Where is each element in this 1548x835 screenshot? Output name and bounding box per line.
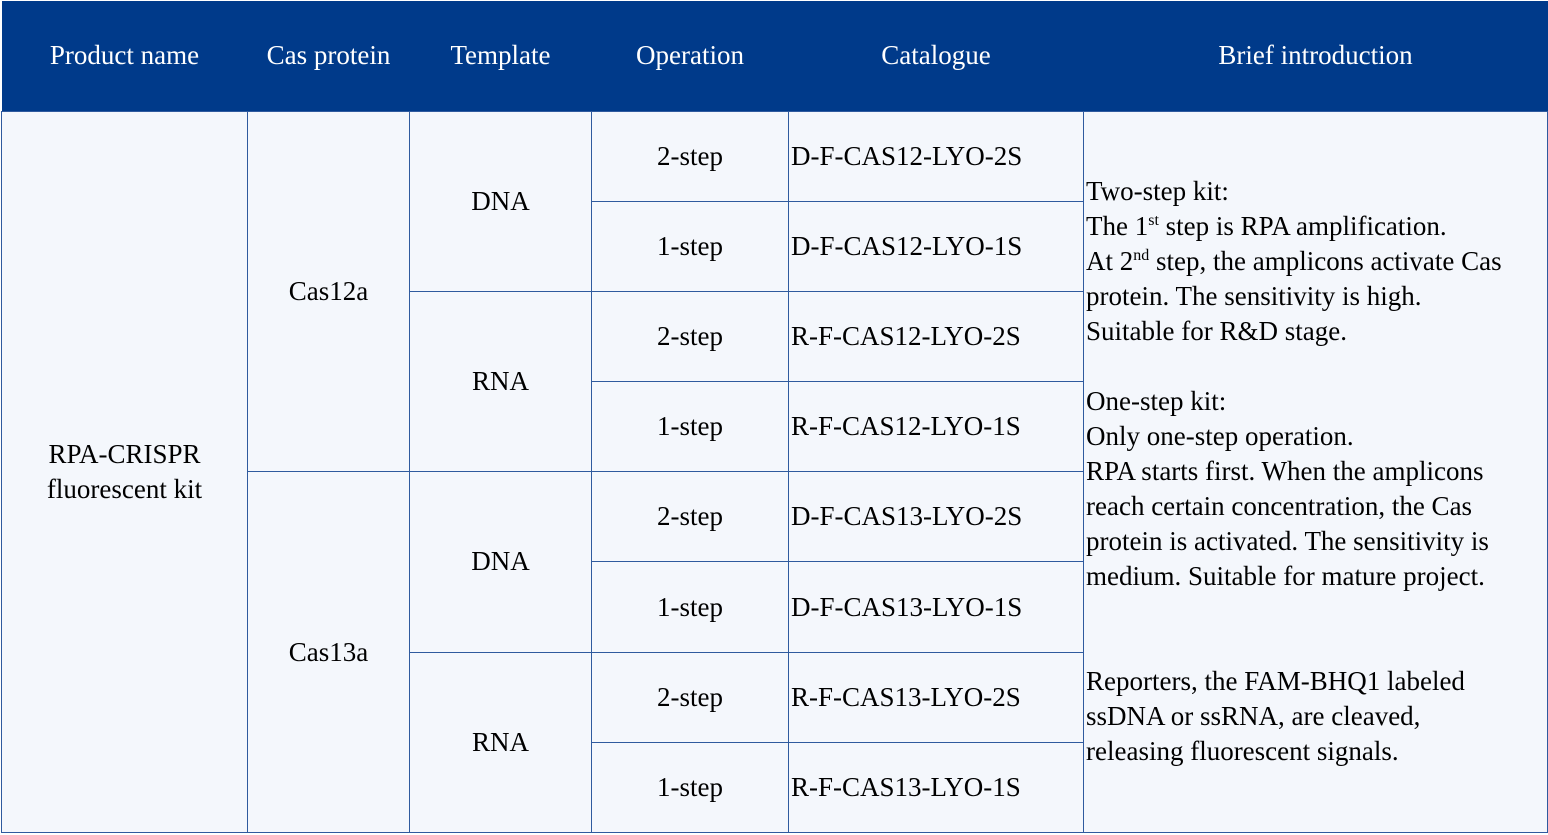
first-step-line xyxy=(1086,209,1545,244)
one-step-title: One-step kit: xyxy=(1086,386,1227,417)
product-name-line-2: fluorescent kit xyxy=(46,473,203,504)
second-step-rest: step, the amplicons activate Cas xyxy=(1149,246,1502,277)
two-step-description xyxy=(1086,174,1545,349)
header-brief-introduction: Brief introduction xyxy=(1084,1,1548,111)
header-cas-protein: Cas protein xyxy=(248,1,410,111)
header-product-name: Product name xyxy=(2,1,248,111)
second-step-sup: nd xyxy=(1133,247,1150,265)
catalogue-cell: D-F-CAS12-LYO-1S xyxy=(789,201,1084,291)
first-step-sup: st xyxy=(1148,212,1159,230)
operation-cell: 1-step xyxy=(592,562,789,652)
cas-protein-cas13a: Cas13a xyxy=(248,472,410,833)
first-step-text: The 1 xyxy=(1086,211,1149,242)
operation-cell: 2-step xyxy=(592,111,789,201)
operation-cell: 1-step xyxy=(592,742,789,832)
header-row xyxy=(2,1,1548,111)
operation-cell: 1-step xyxy=(592,382,789,472)
reporters-line: Reporters, the FAM-BHQ1 labeled xyxy=(1086,666,1465,697)
reach-concentration-line: reach certain concentration, the Cas xyxy=(1086,491,1473,522)
header-catalogue: Catalogue xyxy=(789,1,1084,111)
operation-cell: 1-step xyxy=(592,201,789,291)
catalogue-cell: D-F-CAS13-LYO-2S xyxy=(789,472,1084,562)
catalogue-cell: D-F-CAS12-LYO-2S xyxy=(789,111,1084,201)
one-step-description xyxy=(1086,384,1545,594)
table-header xyxy=(2,1,1548,111)
catalogue-cell: R-F-CAS12-LYO-2S xyxy=(789,291,1084,381)
ss-line: ssDNA or ssRNA, are cleaved, xyxy=(1086,701,1421,732)
protein-activated-line: protein is activated. The sensitivity is xyxy=(1086,526,1489,557)
reporters-description xyxy=(1086,664,1545,769)
catalogue-cell: R-F-CAS12-LYO-1S xyxy=(789,382,1084,472)
catalogue-cell: R-F-CAS13-LYO-2S xyxy=(789,652,1084,742)
rpa-first-line: RPA starts first. When the amplicons xyxy=(1086,456,1484,487)
second-step-text: At 2 xyxy=(1086,246,1134,277)
table-body xyxy=(2,111,1548,833)
template-dna-cas13a: DNA xyxy=(410,472,592,652)
template-rna-cas13a: RNA xyxy=(410,652,592,832)
brief-introduction-cell xyxy=(1084,111,1548,833)
cas-protein-cas12a: Cas12a xyxy=(248,111,410,472)
catalogue-cell: R-F-CAS13-LYO-1S xyxy=(789,742,1084,832)
catalogue-cell: D-F-CAS13-LYO-1S xyxy=(789,562,1084,652)
operation-cell: 2-step xyxy=(592,652,789,742)
sensitivity-high-line: protein. The sensitivity is high. xyxy=(1086,281,1422,312)
header-operation: Operation xyxy=(592,1,789,111)
operation-cell: 2-step xyxy=(592,291,789,381)
releasing-line: releasing fluorescent signals. xyxy=(1086,736,1399,767)
sensitivity-medium-line: medium. Suitable for mature project. xyxy=(1086,561,1485,592)
product-name-line-1: RPA-CRISPR xyxy=(48,438,201,469)
header-template: Template xyxy=(410,1,592,111)
only-one-step-line: Only one-step operation. xyxy=(1086,421,1354,452)
operation-cell: 2-step xyxy=(592,472,789,562)
first-step-rest: step is RPA amplification. xyxy=(1158,211,1447,242)
template-rna-cas12a: RNA xyxy=(410,291,592,471)
second-step-line xyxy=(1086,244,1545,279)
suitable-rd-line: Suitable for R&D stage. xyxy=(1086,316,1347,347)
spacer xyxy=(1086,594,1545,664)
table-row xyxy=(2,111,1548,201)
spacer xyxy=(1086,349,1545,384)
product-table xyxy=(1,1,1548,833)
two-step-title: Two-step kit: xyxy=(1086,176,1229,207)
product-name-cell xyxy=(2,111,248,833)
template-dna-cas12a: DNA xyxy=(410,111,592,291)
